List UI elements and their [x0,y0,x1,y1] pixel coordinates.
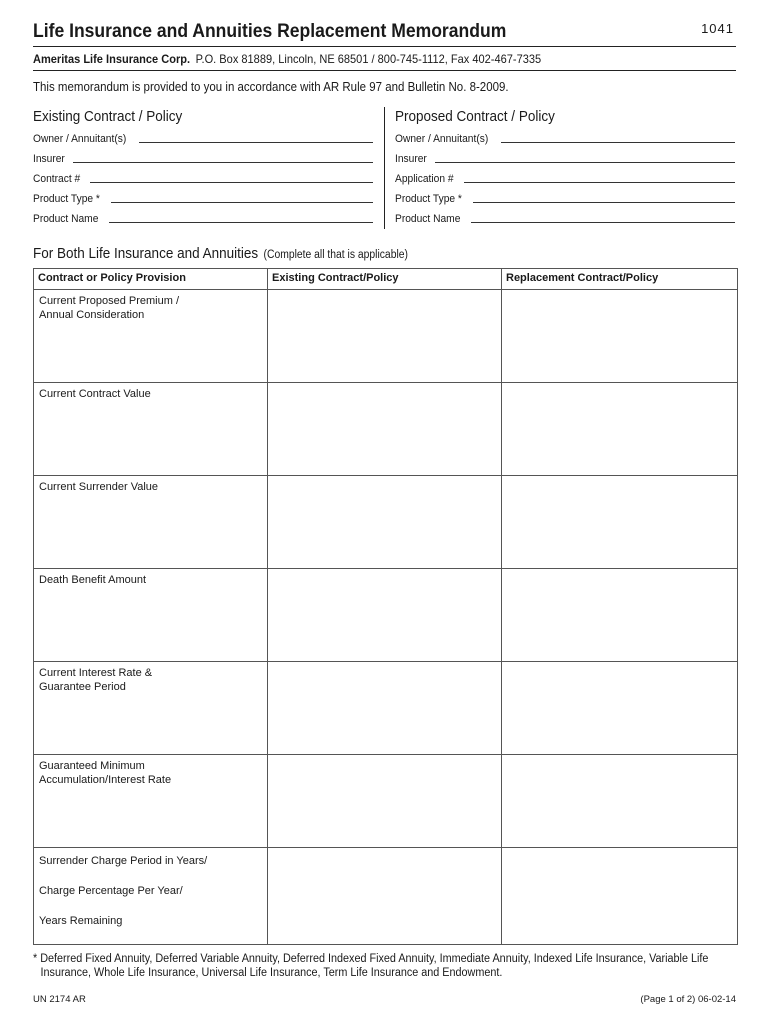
row-label-surrender-value: Current Surrender Value [34,476,268,569]
company-line [33,52,541,66]
replacement-premium-cell[interactable] [502,290,738,383]
existing-death-benefit-cell[interactable] [268,569,502,662]
row-label-surrender-charge: Surrender Charge Period in Years/ Charge Percentage Per Year/ Years Remaining [34,848,268,945]
existing-contract-number-field[interactable]: Contract # [33,173,373,185]
proposed-insurer-field[interactable]: Insurer [395,153,735,165]
proposed-product-name-field[interactable]: Product Name [395,213,735,225]
company-address: P.O. Box 81889, Lincoln, NE 68501 / 800-745-1112, Fax 402-467-7335 [195,52,542,66]
table-row [34,755,738,848]
row-label-contract-value: Current Contract Value [34,383,268,476]
replacement-surrender-value-cell[interactable] [502,476,738,569]
footnote-line-1: * Deferred Fixed Annuity, Deferred Variable Annuity, Deferred Indexed Fixed Annuity, Immediate Annuity, Indexed Life Insurance, Variable Life [33,953,709,965]
column-divider [384,107,385,229]
replacement-interest-rate-cell[interactable] [502,662,738,755]
product-type-footnote [33,952,733,980]
existing-contract-value-cell[interactable] [268,383,502,476]
company-rule [33,70,736,71]
both-heading-note: (Complete all that is applicable) [263,249,408,261]
header-existing: Existing Contract/Policy [268,269,502,290]
form-code: UN 2174 AR [33,994,86,1005]
both-heading [33,245,408,262]
row-label-interest-rate: Current Interest Rate & Guarantee Period [34,662,268,755]
table-row [34,848,738,945]
existing-guaranteed-minimum-cell[interactable] [268,755,502,848]
table-row [34,662,738,755]
footnote-line-2: Insurance, Whole Life Insurance, Universal Life Insurance, Term Life Insurance and Endowment. [40,967,503,979]
proposed-product-type-field[interactable]: Product Type * [395,193,735,205]
existing-surrender-value-cell[interactable] [268,476,502,569]
row-label-premium: Current Proposed Premium / Annual Consideration [34,290,268,383]
existing-owner-field[interactable]: Owner / Annuitant(s) [33,133,373,145]
header-replacement: Replacement Contract/Policy [502,269,738,290]
proposed-heading: Proposed Contract / Policy [395,108,555,125]
existing-heading: Existing Contract / Policy [33,108,183,125]
proposed-owner-field[interactable]: Owner / Annuitant(s) [395,133,735,145]
existing-product-type-field[interactable]: Product Type * [33,193,373,205]
table-row [34,569,738,662]
form-number: 1041 [701,21,734,36]
proposed-application-number-field[interactable]: Application # [395,173,735,185]
replacement-surrender-charge-cell[interactable] [502,848,738,945]
existing-product-name-field[interactable]: Product Name [33,213,373,225]
existing-premium-cell[interactable] [268,290,502,383]
company-name: Ameritas Life Insurance Corp. [33,52,191,66]
both-heading-title: For Both Life Insurance and Annuities [33,245,259,262]
replacement-contract-value-cell[interactable] [502,383,738,476]
existing-insurer-field[interactable]: Insurer [33,153,373,165]
page-indicator: (Page 1 of 2) 06-02-14 [640,994,736,1005]
header-provision: Contract or Policy Provision [34,269,268,290]
existing-surrender-charge-cell[interactable] [268,848,502,945]
document-title: Life Insurance and Annuities Replacement Memorandum [33,20,507,42]
table-row [34,383,738,476]
replacement-guaranteed-minimum-cell[interactable] [502,755,738,848]
table-row [34,290,738,383]
row-label-guaranteed-minimum: Guaranteed Minimum Accumulation/Interest Rate [34,755,268,848]
existing-interest-rate-cell[interactable] [268,662,502,755]
row-label-death-benefit: Death Benefit Amount [34,569,268,662]
table-header-row [34,269,738,290]
replacement-death-benefit-cell[interactable] [502,569,738,662]
table-row [34,476,738,569]
intro-text: This memorandum is provided to you in accordance with AR Rule 97 and Bulletin No. 8-2009. [33,80,509,94]
top-rule [33,46,736,47]
comparison-table [33,268,738,945]
